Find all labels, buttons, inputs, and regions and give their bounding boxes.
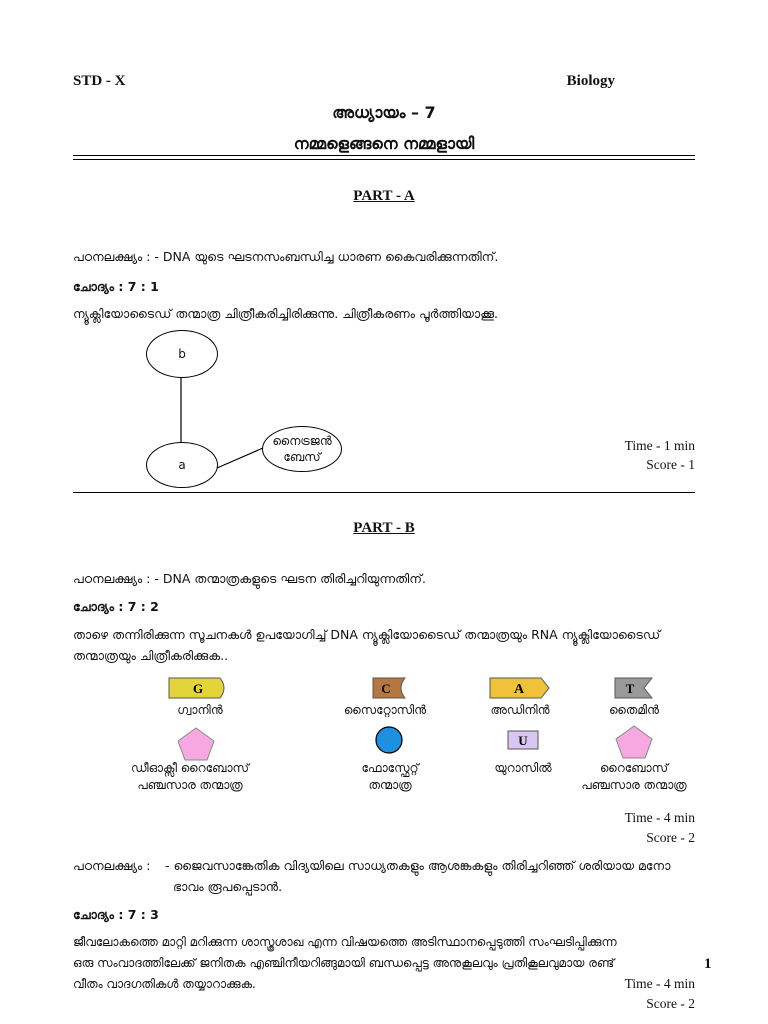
question-7-1-number: ചോദ്യം : 7 : 1 xyxy=(73,279,159,294)
cytosine-label: സൈറ്റോസിൻ xyxy=(343,703,427,717)
guanine-symbol xyxy=(168,677,230,699)
question-7-1-text: ന്യൂക്ലിയോടൈഡ് തന്മാത്ര ചിത്രീകരിച്ചിരിക്കുന്നു. ചിത്രീകരണം പൂർത്തിയാക്കൂ. xyxy=(73,306,499,321)
adenine-symbol xyxy=(489,677,551,699)
part-b-objective xyxy=(73,571,426,587)
ribose-line1: റൈബോസ് xyxy=(599,761,669,775)
uracil-letter: U xyxy=(518,733,528,748)
deoxyribose-label xyxy=(110,760,270,794)
title-rule-top xyxy=(73,155,695,156)
ellipse-b: b xyxy=(146,330,218,378)
part-a-time: Time - 1 min xyxy=(624,438,695,453)
objective-label: പഠനലക്ഷ്യം : xyxy=(73,571,151,586)
part-c-objective-line1: - ജൈവസാങ്കേതിക വിദ്യയിലെ സാധ്യതകളും ആശങ്കകളും തിരിച്ചറിഞ്ഞ് ശരിയായ മനോ xyxy=(165,858,671,873)
part-a-heading: PART - A xyxy=(353,188,415,204)
guanine-label: ഗ്വാനിൻ xyxy=(177,703,223,717)
phosphate-circle xyxy=(374,725,404,755)
question-7-3-line3: വീതം വാദഗതികൾ തയ്യാറാക്കുക. xyxy=(73,977,256,991)
sugar-to-base-line xyxy=(217,448,263,468)
nitrogen-base-line2: ബേസ് xyxy=(283,450,321,464)
uracil-label: യുറാസിൽ xyxy=(494,761,552,775)
guanine-letter: G xyxy=(192,681,204,696)
part-b-heading: PART - B xyxy=(353,520,415,536)
question-7-2-number: ചോദ്യം : 7 : 2 xyxy=(73,599,159,614)
question-7-3-line2: ഒരു സംവാദത്തിലേക്ക് ജനിതക എഞ്ചിനീയറിങ്ങുമായി ബന്ധപ്പെട്ട അനുകൂലവും പ്രതികൂലവുമായ രണ്ട് xyxy=(73,956,615,970)
thymine-label: തൈമിൻ xyxy=(609,703,659,717)
part-a-divider xyxy=(73,492,695,493)
part-c-time: Time - 4 min xyxy=(624,976,695,991)
page-number: 1 xyxy=(704,956,712,972)
objective-text: - DNA യുടെ ഘടനസംബന്ധിച്ച ധാരണ കൈവരിക്കുന്നതിന്. xyxy=(154,249,499,264)
question-7-2-line2: തന്മാത്രയും ചിത്രീകരിക്കുക.. xyxy=(73,648,229,663)
subject-label: Biology xyxy=(566,73,615,89)
thymine-letter: T xyxy=(625,681,635,696)
nitrogen-base-ellipse xyxy=(262,426,342,472)
adenine-label: അഡിനിൻ xyxy=(490,703,550,717)
chapter-number: അധ്യായം – 7 xyxy=(332,103,436,122)
part-c-objective-label: പഠനലക്ഷ്യം : xyxy=(73,858,151,873)
ribose-line2: പഞ്ചസാര തന്മാത്ര xyxy=(581,778,687,792)
ribose-label xyxy=(564,760,704,794)
part-a-score: Score - 1 xyxy=(646,457,695,472)
ribose-pentagon xyxy=(614,724,654,760)
question-7-3-number: ചോദ്യം : 7 : 3 xyxy=(73,907,159,922)
std-label: STD - X xyxy=(73,73,126,89)
deoxyribose-line2: പഞ്ചസാര തന്മാത്ര xyxy=(137,778,243,792)
ellipse-a: a xyxy=(146,442,218,488)
question-7-2-line1: താഴെ തന്നിരിക്കുന്ന സൂചനകൾ ഉപയോഗിച്ച് DNA ന്യൂക്ലിയോടൈഡ് തന്മാത്രയും RNA ന്യൂക്ലിയോടൈഡ് xyxy=(73,627,661,642)
objective-text: - DNA തന്മാത്രകളുടെ ഘടന തിരിച്ചറിയുന്നതിന്. xyxy=(154,571,426,586)
uracil-symbol xyxy=(507,730,539,750)
objective-label: പഠനലക്ഷ്യം : xyxy=(73,249,151,264)
phosphate-line1: ഫോസ്ഫേറ്റ് xyxy=(361,761,419,775)
deoxyribose-pentagon xyxy=(176,726,216,762)
title-rule-bottom xyxy=(73,159,695,160)
deoxyribose-line1: ഡീഓക്സീ റൈബോസ് xyxy=(130,761,249,775)
part-c-score: Score - 2 xyxy=(646,996,695,1011)
phosphate-label xyxy=(330,760,450,794)
cytosine-symbol xyxy=(372,677,406,699)
adenine-letter: A xyxy=(513,682,525,697)
cytosine-letter: C xyxy=(381,681,391,696)
thymine-symbol xyxy=(614,677,654,699)
part-b-score: Score - 2 xyxy=(646,830,695,845)
question-7-3-line1: ജീവലോകത്തെ മാറ്റി മറിക്കുന്ന ശാസ്ത്രശാഖ എന്ന വിഷയത്തെ അടിസ്ഥാനപ്പെടുത്തി സംഘടിപ്പിക്കുന്ന xyxy=(73,935,617,949)
part-a-objective xyxy=(73,249,498,265)
nitrogen-base-line1: നൈട്രജൻ xyxy=(272,434,332,448)
part-b-time: Time - 4 min xyxy=(624,810,695,825)
part-c-objective-line2: ഭാവം രൂപപ്പെടാൻ. xyxy=(173,879,283,894)
phosphate-line2: തന്മാത്ര xyxy=(368,778,412,792)
chapter-title: നമ്മളെങ്ങനെ നമ്മളായി xyxy=(293,134,475,153)
